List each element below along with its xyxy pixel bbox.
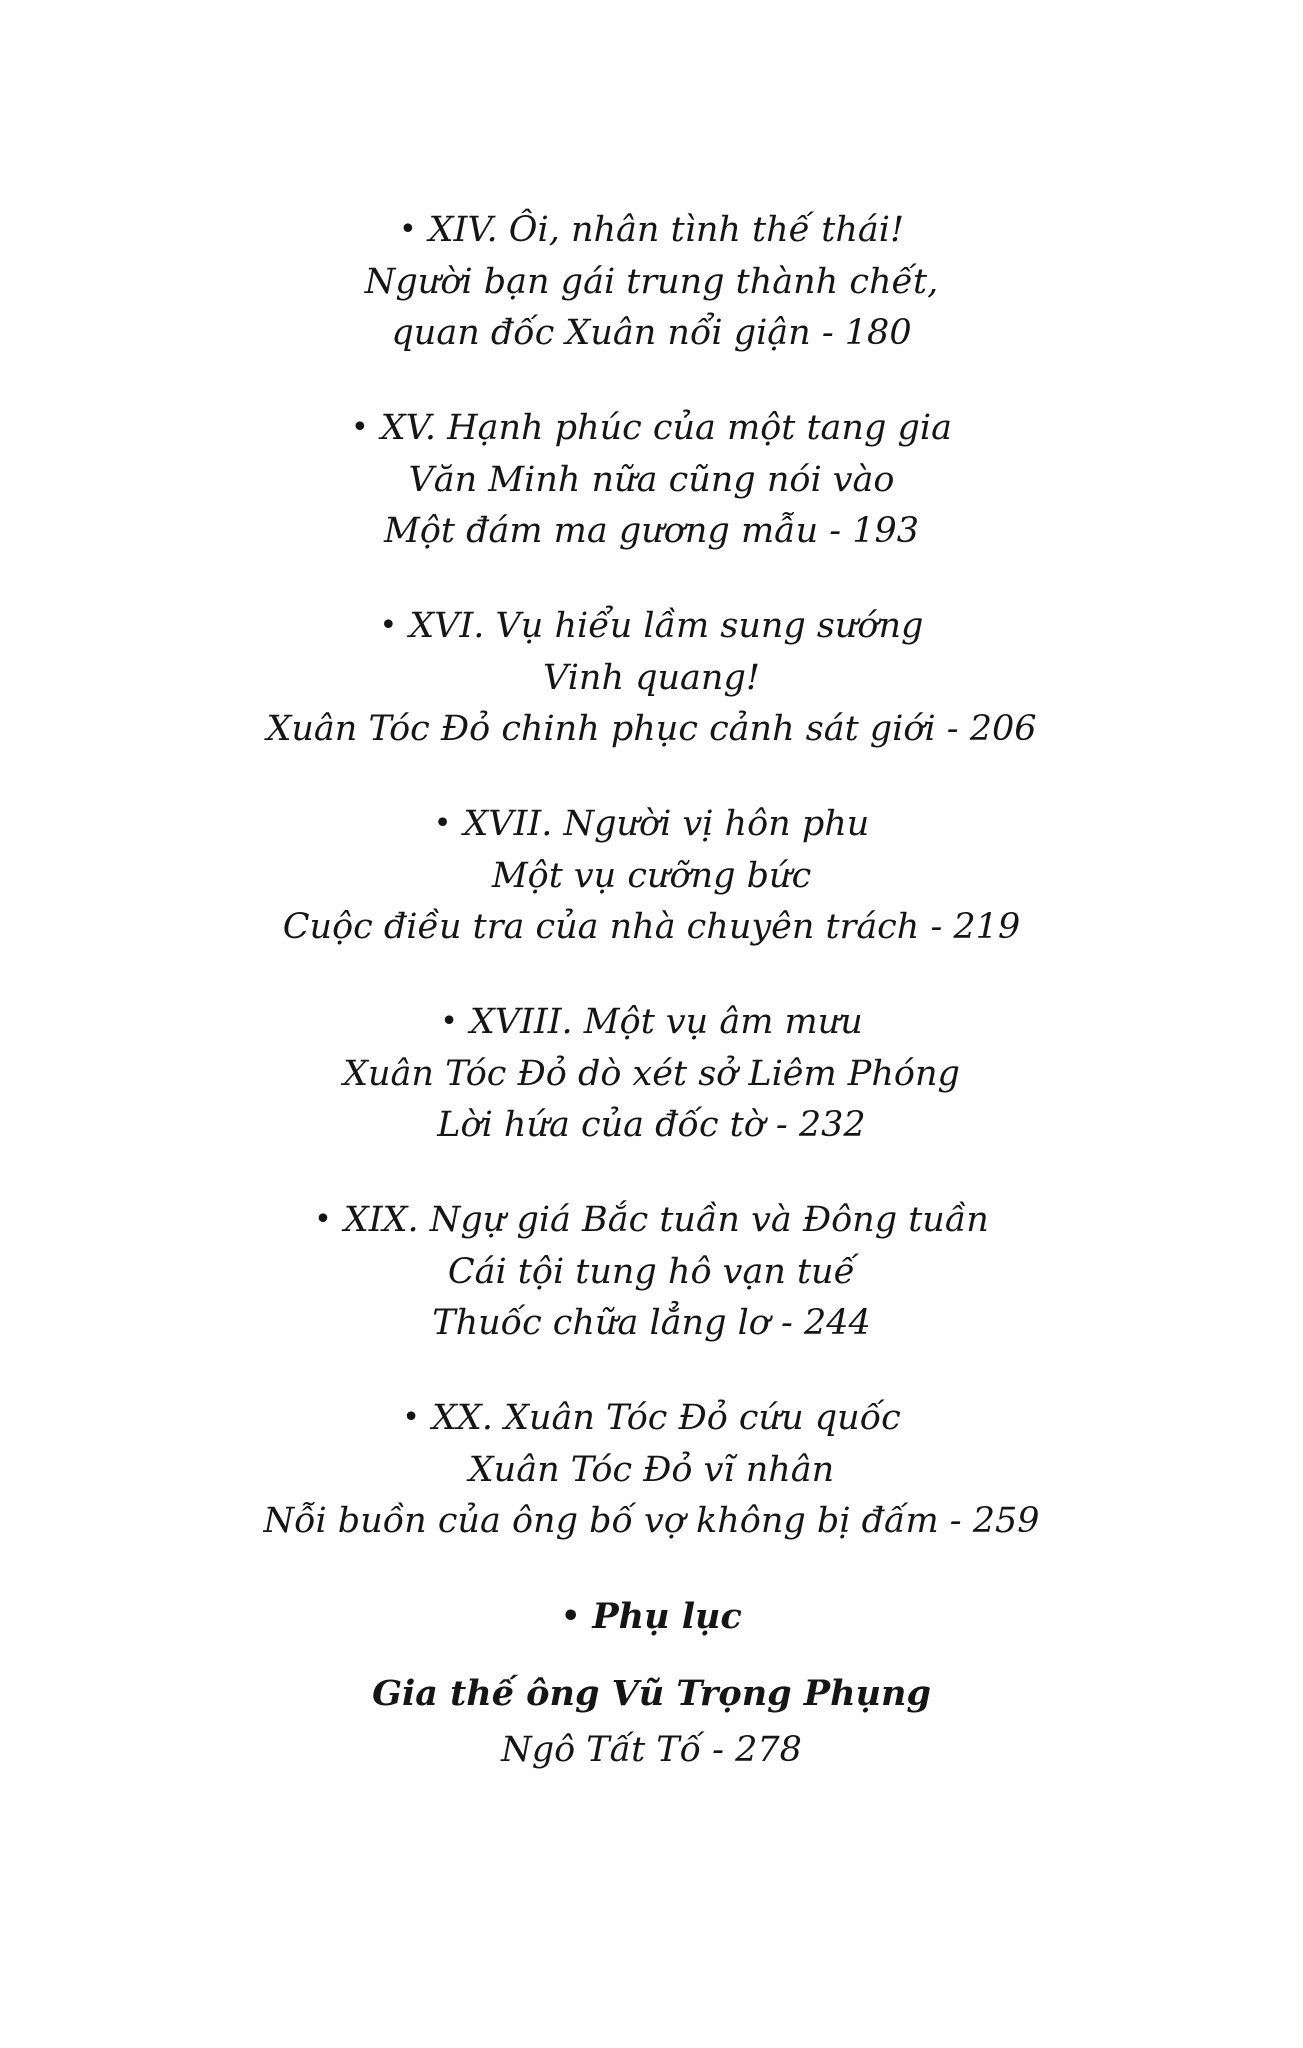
toc-entry-xx [0,1393,1303,1547]
toc-entry-xvi [0,601,1303,755]
toc-entry-xviii [0,997,1303,1151]
chapter-subtitle: Cuộc điều tra của nhà chuyên trách - 219 [282,907,1021,947]
chapter-title: • XV. Hạnh phúc của một tang gia [351,408,952,448]
appendix-heading: • Phụ lục [561,1596,742,1637]
bullet-icon: • [440,1004,458,1039]
chapter-subtitle: Vinh quang! [543,658,760,698]
appendix-title: Gia thế ông Vũ Trọng Phụng [372,1673,931,1714]
chapter-title: • XX. Xuân Tóc Đỏ cứu quốc [402,1398,901,1438]
chapter-subtitle: Nỗi buồn của ông bố vợ không bị đấm - 259 [263,1501,1040,1541]
bullet-icon: • [314,1202,332,1237]
chapter-subtitle: Thuốc chữa lẳng lơ - 244 [432,1303,871,1343]
chapter-title: • XVI. Vụ hiểu lầm sung sướng [379,606,924,646]
toc-entry-xv [0,403,1303,557]
bullet-icon: • [561,1599,581,1634]
chapter-subtitle: Xuân Tóc Đỏ dò xét sở Liêm Phóng [343,1054,960,1094]
bullet-icon: • [433,806,452,841]
chapter-title: • XVII. Người vị hôn phu [433,804,870,844]
chapter-subtitle: Người bạn gái trung thành chết, [364,262,939,302]
bullet-icon: • [351,410,369,445]
chapter-subtitle: Văn Minh nữa cũng nói vào [408,460,895,500]
appendix-body [0,1666,1303,1778]
bullet-icon: • [402,1400,420,1435]
chapter-subtitle: Lời hứa của đốc tờ - 232 [437,1105,866,1145]
toc-entry-xiv [0,205,1303,359]
toc-entry-appendix [0,1591,1303,1644]
chapter-subtitle: Cái tội tung hô vạn tuế [447,1252,856,1292]
chapter-title: • XVIII. Một vụ âm mưu [440,1002,863,1042]
chapter-subtitle: Một vụ cưỡng bức [491,856,812,896]
appendix-author-page: Ngô Tất Tố - 278 [501,1730,802,1770]
chapter-subtitle: Xuân Tóc Đỏ vĩ nhân [468,1450,835,1490]
bullet-icon: • [379,608,398,643]
chapter-subtitle: Một đám ma gương mẫu - 193 [383,511,919,551]
chapter-subtitle: Xuân Tóc Đỏ chinh phục cảnh sát giới - 206 [266,709,1037,749]
bullet-icon: • [398,212,417,247]
toc-entry-xvii [0,799,1303,953]
chapter-title: • XIX. Ngự giá Bắc tuần và Đông tuần [314,1200,989,1240]
table-of-contents [0,205,1303,1778]
chapter-subtitle: quan đốc Xuân nổi giận - 180 [391,313,912,353]
chapter-title: • XIV. Ôi, nhân tình thế thái! [398,210,905,250]
toc-entry-xix [0,1195,1303,1349]
